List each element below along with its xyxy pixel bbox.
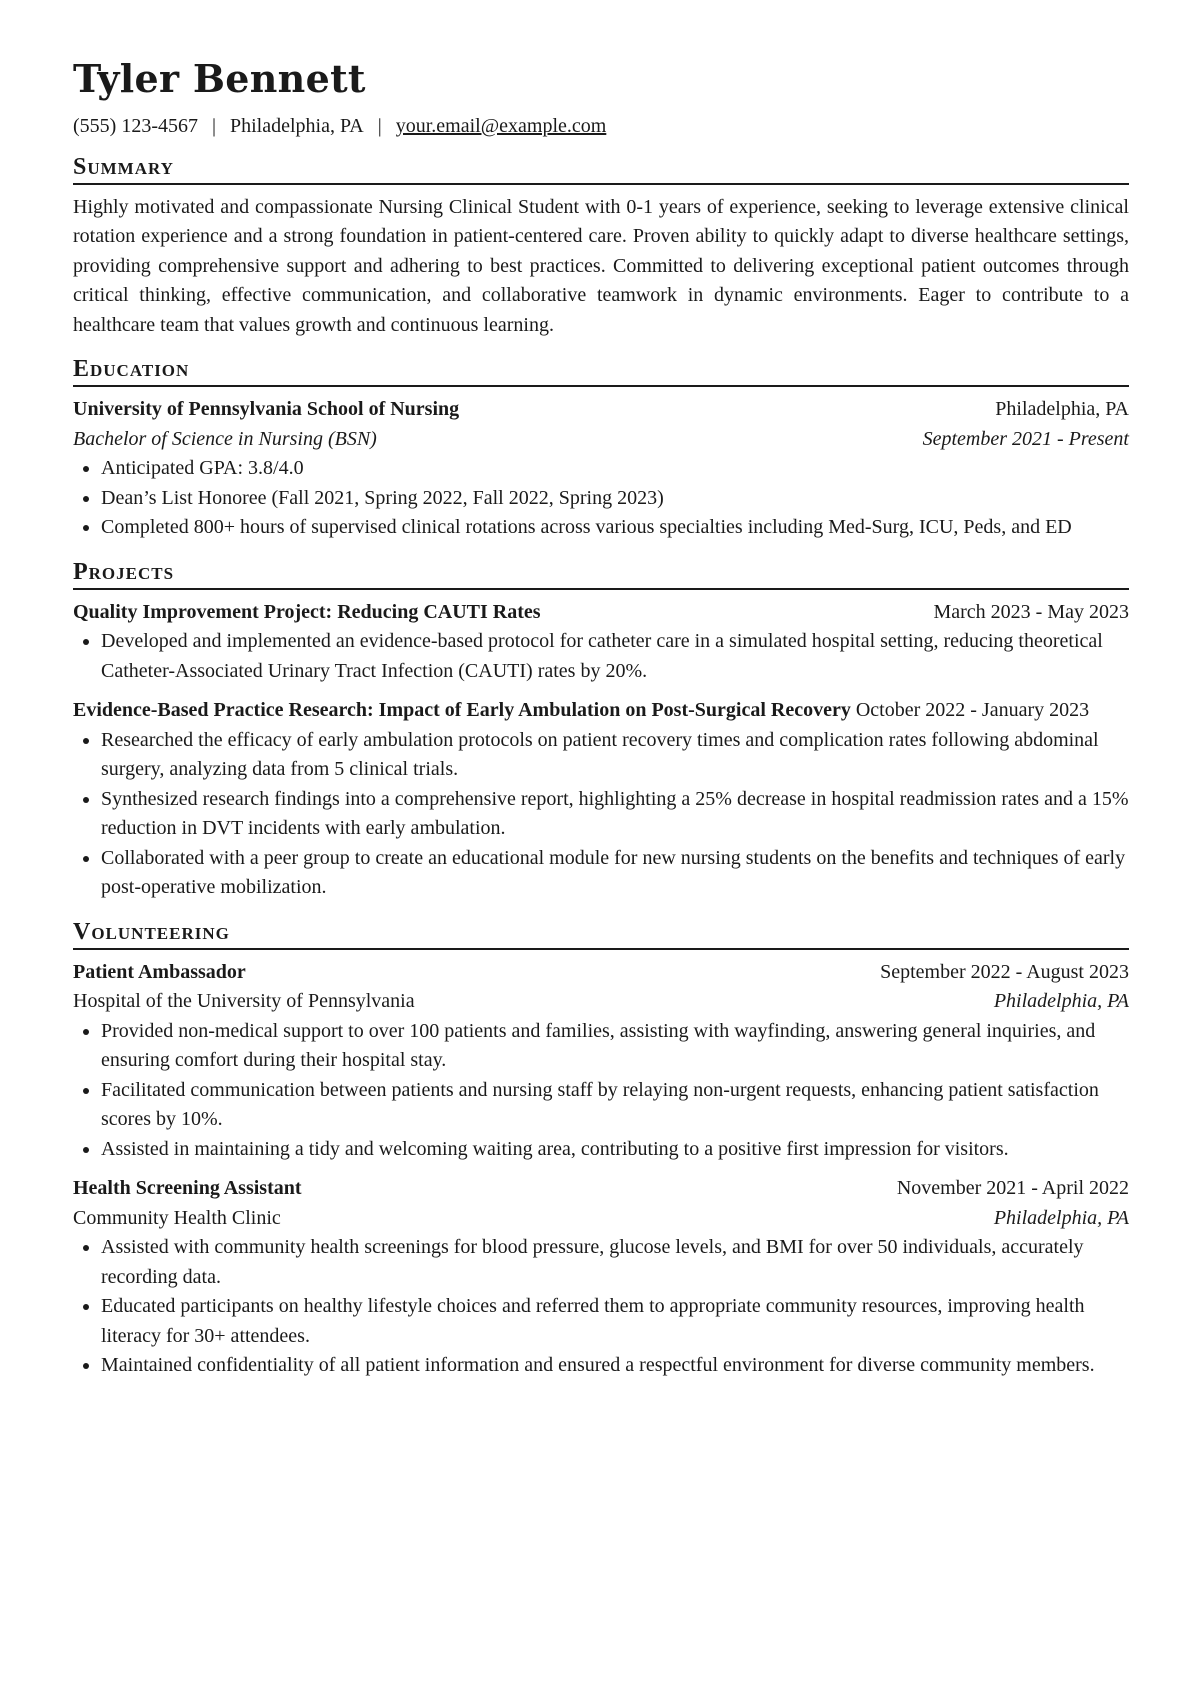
section-title-education: Education <box>73 356 1129 387</box>
volunteer-org: Hospital of the University of Pennsylvania <box>73 990 415 1013</box>
school-name: University of Pennsylvania School of Nursing <box>73 398 460 421</box>
list-item: • Assisted with community health screenings for blood pressure, glucose levels, and BMI for over 50 individuals, accurately recording data. <box>101 1233 1129 1292</box>
project-header-inline <box>73 696 1129 726</box>
volunteer-bullets <box>73 1233 1129 1381</box>
education-section <box>73 356 1129 543</box>
project-dates: October 2022 - January 2023 <box>855 699 1090 722</box>
degree: Bachelor of Science in Nursing (BSN) <box>73 427 377 450</box>
list-item: • Provided non-medical support to over 100 patients and families, assisting with wayfinding, answering general inquiries, and ensuring comfort during their hospital stay. <box>101 1017 1129 1076</box>
phone-number: (555) 123-4567 <box>73 114 198 137</box>
list-item: • Anticipated GPA: 3.8/4.0 <box>101 454 1129 484</box>
section-title-projects: Projects <box>73 559 1129 590</box>
section-title-summary: Summary <box>73 154 1129 185</box>
volunteer-bullets <box>73 1017 1129 1165</box>
list-item: • Maintained confidentiality of all patient information and ensured a respectful environment for diverse community members. <box>101 1351 1129 1381</box>
project-header-row <box>73 598 1129 628</box>
summary-section <box>73 154 1129 341</box>
list-item: • Synthesized research findings into a comprehensive report, highlighting a 25% decrease in hospital readmission rates and a 15% reduction in DVT incidents with early ambulation. <box>101 785 1129 844</box>
education-dates: September 2021 - Present <box>922 427 1129 450</box>
project-dates: March 2023 - May 2023 <box>933 600 1129 623</box>
list-item: • Researched the efficacy of early ambulation protocols on patient recovery times and complication rates following abdominal surgery, analyzing data from 5 clinical trials. <box>101 726 1129 785</box>
volunteer-header-row <box>73 958 1129 988</box>
list-item: • Educated participants on healthy lifestyle choices and referred them to appropriate community resources, improving health literacy for 30+ attendees. <box>101 1292 1129 1351</box>
education-degree-row <box>73 425 1129 455</box>
candidate-name: Tyler Bennett <box>73 56 366 101</box>
volunteer-entry <box>73 1174 1129 1381</box>
project-entry <box>73 696 1129 903</box>
list-item: • Completed 800+ hours of supervised clinical rotations across various specialties including Med-Surg, ICU, Peds, and ED <box>101 513 1129 543</box>
projects-section <box>73 559 1129 903</box>
volunteer-dates: November 2021 - April 2022 <box>896 1177 1129 1200</box>
education-header-row <box>73 395 1129 425</box>
project-bullets <box>73 627 1129 686</box>
separator: | <box>211 114 216 137</box>
volunteer-header-row <box>73 1174 1129 1204</box>
separator: | <box>377 114 382 137</box>
volunteer-location: Philadelphia, PA <box>993 1206 1129 1229</box>
section-title-volunteering: Volunteering <box>73 919 1129 950</box>
summary-text: Highly motivated and compassionate Nursing Clinical Student with 0-1 years of experience, seeking to leverage extensive clinical rotation experience and a strong foundation in patient-centered care. Proven ability to quickly adapt to diverse healthcare settings, providing comprehensive support and adhering to best practices. Committed to delivering exceptional patient outcomes through critical thinking, effective communication, and collaborative teamwork in dynamic environments. Eager to contribute to a healthcare team that values growth and continuous learning. <box>73 195 1129 336</box>
volunteer-role: Patient Ambassador <box>73 960 246 983</box>
volunteer-location: Philadelphia, PA <box>993 990 1129 1013</box>
list-item: • Dean’s List Honoree (Fall 2021, Spring 2022, Fall 2022, Spring 2023) <box>101 484 1129 514</box>
project-bullets <box>73 726 1129 903</box>
volunteer-org-row <box>73 987 1129 1017</box>
volunteer-org-row <box>73 1204 1129 1234</box>
volunteer-org: Community Health Clinic <box>73 1206 281 1229</box>
list-item: • Collaborated with a peer group to create an educational module for new nursing students on the benefits and techniques of early post-operative mobilization. <box>101 844 1129 903</box>
school-location: Philadelphia, PA <box>995 398 1129 421</box>
project-entry <box>73 598 1129 687</box>
volunteer-entry <box>73 958 1129 1165</box>
volunteer-role: Health Screening Assistant <box>73 1177 302 1200</box>
list-item: • Developed and implemented an evidence-based protocol for catheter care in a simulated hospital setting, reducing theoretical Catheter-Associated Urinary Tract Infection (CAUTI) rates by 20%. <box>101 627 1129 686</box>
email-link[interactable]: your.email@example.com <box>395 114 607 137</box>
list-item: • Facilitated communication between patients and nursing staff by relaying non-urgent requests, enhancing patient satisfaction scores by 10%. <box>101 1076 1129 1135</box>
list-item: • Assisted in maintaining a tidy and welcoming waiting area, contributing to a positive first impression for visitors. <box>101 1135 1129 1165</box>
location: Philadelphia, PA <box>230 114 364 137</box>
project-name: Quality Improvement Project: Reducing CAUTI Rates <box>73 600 541 623</box>
volunteer-dates: September 2022 - August 2023 <box>880 960 1129 983</box>
contact-line <box>73 114 1129 138</box>
volunteering-section <box>73 919 1129 1381</box>
project-name: Evidence-Based Practice Research: Impact of Early Ambulation on Post-Surgical Recovery <box>73 699 851 722</box>
education-bullets <box>73 454 1129 543</box>
resume-page <box>73 58 1129 1381</box>
